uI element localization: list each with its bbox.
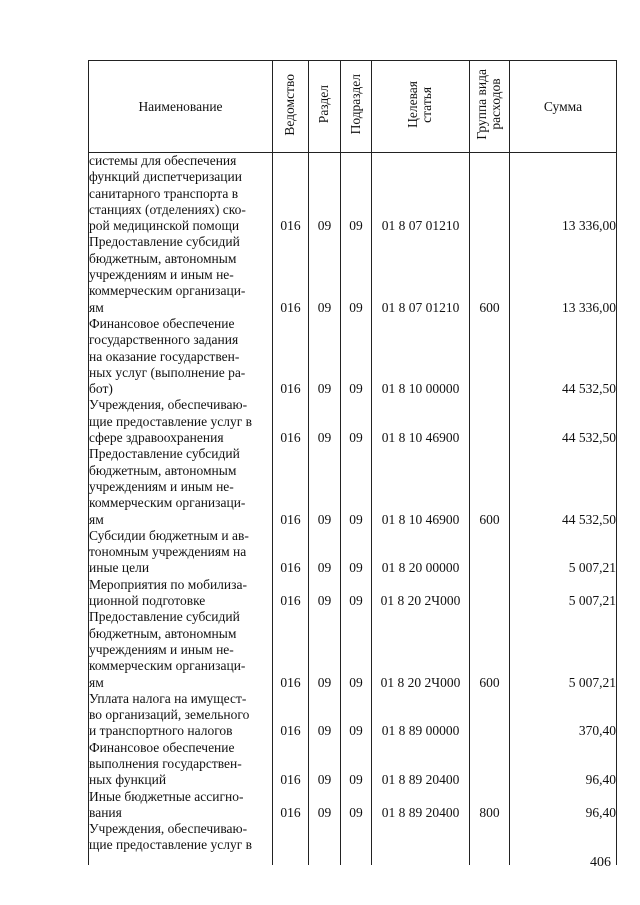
- row-podrazdel: 09: [341, 789, 372, 822]
- row-razdel: 09: [309, 577, 341, 610]
- row-summa: 13 336,00: [510, 153, 617, 235]
- row-name: [89, 446, 273, 527]
- row-name-line: тономным учреждениям на: [89, 544, 247, 560]
- row-razdel: 09: [309, 234, 341, 315]
- page-number: 406: [590, 855, 611, 870]
- header-razdel: Раздел: [309, 61, 341, 153]
- table-row: [89, 397, 617, 446]
- table-row: [89, 609, 617, 690]
- row-razdel: 09: [309, 397, 341, 446]
- row-razdel: 09: [309, 153, 341, 235]
- row-razdel: 09: [309, 609, 341, 690]
- table-header: [89, 61, 617, 153]
- table-row: [89, 577, 617, 610]
- row-celevaya: 01 8 07 01210: [372, 234, 470, 315]
- row-celevaya: 01 8 10 46900: [372, 397, 470, 446]
- row-ved: 016: [273, 316, 309, 397]
- header-podrazdel: Подраздел: [341, 61, 372, 153]
- row-ved: 016: [273, 577, 309, 610]
- row-gruppa: [470, 397, 510, 446]
- row-celevaya: 01 8 10 46900: [372, 446, 470, 527]
- row-name-line: Уплата налога на имущест-: [89, 690, 247, 706]
- row-name-line: учреждениям и иным не-: [89, 641, 234, 657]
- row-ved: [273, 821, 309, 865]
- row-ved: 016: [273, 397, 309, 446]
- row-celevaya: 01 8 89 20400: [372, 740, 470, 789]
- row-name-line: учреждениям и иным не-: [89, 478, 234, 494]
- row-ved: 016: [273, 528, 309, 577]
- table-row: [89, 316, 617, 397]
- row-summa: 5 007,21: [510, 609, 617, 690]
- header-ved: Ведомство: [273, 61, 309, 153]
- row-name-line: станциях (отделениях) ско-: [89, 201, 246, 217]
- row-gruppa: [470, 740, 510, 789]
- table-row: [89, 789, 617, 822]
- row-celevaya: 01 8 89 00000: [372, 691, 470, 740]
- row-name-line: Финансовое обеспечение: [89, 315, 235, 331]
- row-podrazdel: [341, 821, 372, 865]
- row-ved: 016: [273, 153, 309, 235]
- row-ved: 016: [273, 789, 309, 822]
- row-name-line: бот): [89, 381, 113, 397]
- row-name-line: коммерческим организаци-: [89, 495, 246, 511]
- row-name-line: выполнения государствен-: [89, 755, 242, 771]
- row-ved: 016: [273, 446, 309, 527]
- header-summa: Сумма: [510, 61, 617, 153]
- row-celevaya: 01 8 10 00000: [372, 316, 470, 397]
- budget-sheet: [88, 60, 616, 865]
- row-name-line: учреждениям и иным не-: [89, 267, 234, 283]
- row-name-line: бюджетным, автономным: [89, 462, 237, 478]
- row-ved: 016: [273, 234, 309, 315]
- table-row: [89, 821, 617, 865]
- row-name-line: Предоставление субсидий: [89, 609, 240, 625]
- row-ved: 016: [273, 691, 309, 740]
- table-row: [89, 446, 617, 527]
- row-name-line: Предоставление субсидий: [89, 446, 240, 462]
- row-podrazdel: 09: [341, 234, 372, 315]
- table-row: [89, 691, 617, 740]
- row-name: [89, 577, 273, 610]
- row-summa: 44 532,50: [510, 446, 617, 527]
- row-name-line: ям: [89, 299, 104, 315]
- row-name-line: коммерческим организаци-: [89, 658, 246, 674]
- row-name-line: и транспортного налогов: [89, 723, 233, 739]
- row-podrazdel: 09: [341, 691, 372, 740]
- row-summa: 370,40: [510, 691, 617, 740]
- row-name-line: иные цели: [89, 560, 150, 576]
- row-razdel: 09: [309, 740, 341, 789]
- table-row: [89, 740, 617, 789]
- row-gruppa: [470, 528, 510, 577]
- header-gruppa: Группа вида расходов: [470, 61, 510, 153]
- row-name-line: государственного задания: [89, 332, 239, 348]
- row-name-line: Субсидии бюджетным и ав-: [89, 527, 249, 543]
- row-summa: 5 007,21: [510, 577, 617, 610]
- row-razdel: 09: [309, 789, 341, 822]
- row-name-line: Учреждения, обеспечиваю-: [89, 397, 248, 413]
- row-gruppa: 600: [470, 446, 510, 527]
- row-ved: 016: [273, 740, 309, 789]
- row-podrazdel: 09: [341, 316, 372, 397]
- row-name: [89, 316, 273, 397]
- table-row: [89, 234, 617, 315]
- row-summa: 5 007,21: [510, 528, 617, 577]
- row-name: [89, 609, 273, 690]
- row-name-line: коммерческим организаци-: [89, 283, 246, 299]
- row-name-line: на оказание государствен-: [89, 348, 240, 364]
- row-gruppa: 600: [470, 234, 510, 315]
- row-name-line: бюджетным, автономным: [89, 625, 237, 641]
- row-gruppa: [470, 153, 510, 235]
- row-podrazdel: 09: [341, 577, 372, 610]
- row-name-line: ям: [89, 674, 104, 690]
- table-body: [89, 153, 617, 866]
- row-name: [89, 740, 273, 789]
- row-name-line: ных услуг (выполнение ра-: [89, 364, 246, 380]
- row-name-line: ционной подготовке: [89, 593, 206, 609]
- row-name: [89, 528, 273, 577]
- row-name: [89, 153, 273, 235]
- row-name: [89, 691, 273, 740]
- row-celevaya: 01 8 20 2Ч000: [372, 577, 470, 610]
- row-name-line: Учреждения, обеспечиваю-: [89, 821, 248, 837]
- row-name-line: бюджетным, автономным: [89, 250, 237, 266]
- row-summa: 96,40: [510, 740, 617, 789]
- row-razdel: 09: [309, 691, 341, 740]
- row-celevaya: [372, 821, 470, 865]
- table-row: [89, 153, 617, 235]
- row-name-line: щие предоставление услуг в: [89, 837, 253, 853]
- row-name-line: системы для обеспечения: [89, 153, 237, 168]
- row-podrazdel: 09: [341, 397, 372, 446]
- header-name: Наименование: [89, 61, 273, 153]
- row-summa: 44 532,50: [510, 397, 617, 446]
- row-ved: 016: [273, 609, 309, 690]
- row-summa: 96,40: [510, 789, 617, 822]
- row-gruppa: [470, 691, 510, 740]
- header-celevaya: Целевая статья: [372, 61, 470, 153]
- row-summa: 44 532,50: [510, 316, 617, 397]
- row-name-line: щие предоставление услуг в: [89, 413, 253, 429]
- row-name-line: Предоставление субсидий: [89, 234, 240, 250]
- row-name-line: Мероприятия по мобилиза-: [89, 576, 247, 592]
- row-name: [89, 234, 273, 315]
- row-name-line: рой медицинской помощи: [89, 218, 240, 234]
- row-gruppa: [470, 821, 510, 865]
- row-name: [89, 789, 273, 822]
- row-podrazdel: 09: [341, 446, 372, 527]
- row-name: [89, 397, 273, 446]
- row-name-line: во организаций, земельного: [89, 707, 250, 723]
- row-name-line: ных функций: [89, 772, 167, 788]
- row-name-line: санитарного транспорта в: [89, 185, 239, 201]
- row-gruppa: 800: [470, 789, 510, 822]
- row-razdel: 09: [309, 446, 341, 527]
- row-gruppa: [470, 316, 510, 397]
- row-podrazdel: 09: [341, 609, 372, 690]
- row-razdel: [309, 821, 341, 865]
- row-celevaya: 01 8 89 20400: [372, 789, 470, 822]
- row-razdel: 09: [309, 528, 341, 577]
- row-celevaya: 01 8 20 2Ч000: [372, 609, 470, 690]
- row-celevaya: 01 8 07 01210: [372, 153, 470, 235]
- row-name-line: Финансовое обеспечение: [89, 739, 235, 755]
- row-name-line: функций диспетчеризации: [89, 169, 242, 185]
- table-row: [89, 528, 617, 577]
- row-summa: 13 336,00: [510, 234, 617, 315]
- row-podrazdel: 09: [341, 740, 372, 789]
- row-name-line: сфере здравоохранения: [89, 430, 224, 446]
- row-gruppa: [470, 577, 510, 610]
- budget-table: [88, 60, 617, 865]
- row-name: [89, 821, 273, 865]
- row-gruppa: 600: [470, 609, 510, 690]
- row-name-line: вания: [89, 804, 122, 820]
- row-celevaya: 01 8 20 00000: [372, 528, 470, 577]
- row-podrazdel: 09: [341, 528, 372, 577]
- row-name-line: Иные бюджетные ассигно-: [89, 788, 244, 804]
- row-podrazdel: 09: [341, 153, 372, 235]
- row-name-line: ям: [89, 511, 104, 527]
- row-razdel: 09: [309, 316, 341, 397]
